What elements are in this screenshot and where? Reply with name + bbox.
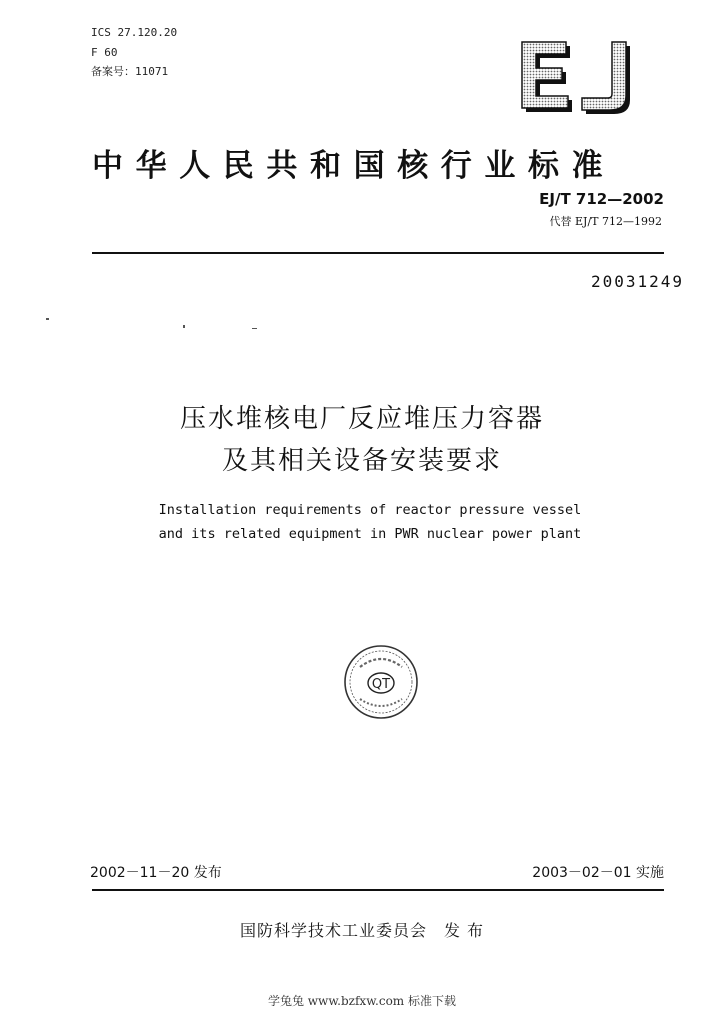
header-divider <box>92 252 664 254</box>
scan-speck <box>252 328 257 329</box>
stamp-center-text: QT <box>371 677 391 692</box>
scan-speck <box>46 318 49 320</box>
standard-seal-stamp <box>342 643 420 721</box>
title-chinese-line-1: 压水堆核电厂反应堆压力容器 <box>179 404 544 434</box>
title-english-line-1: Installation requirements of reactor pressure vessel <box>158 502 582 518</box>
replaces-standard: 代替 EJ/T 712—1992 <box>549 215 662 228</box>
ej-logo <box>520 40 640 120</box>
title-chinese-line-2: 及其相关设备安装要求 <box>221 446 502 476</box>
watermark-footer: 学兔兔 www.bzfxw.com 标准下载 <box>267 994 457 1008</box>
issue-date: 2002－11－20 发布 <box>90 865 222 881</box>
scan-speck <box>183 325 185 328</box>
ics-code: ICS 27.120.20 <box>91 26 178 39</box>
page-title: 中华人民共和国核行业标准 <box>92 148 616 184</box>
document-number: 20031249 <box>590 272 684 291</box>
title-english-line-2: and its related equipment in PWR nuclear power plant <box>158 526 582 542</box>
standard-number: EJ/T 712—2002 <box>539 190 664 208</box>
record-number: 备案号：11071 <box>91 65 169 78</box>
footer-divider <box>92 889 664 891</box>
publisher: 国防科学技术工业委员会 发 布 <box>239 921 485 940</box>
implementation-date: 2003－02－01 实施 <box>532 865 664 881</box>
classification-code: F 60 <box>91 46 118 59</box>
